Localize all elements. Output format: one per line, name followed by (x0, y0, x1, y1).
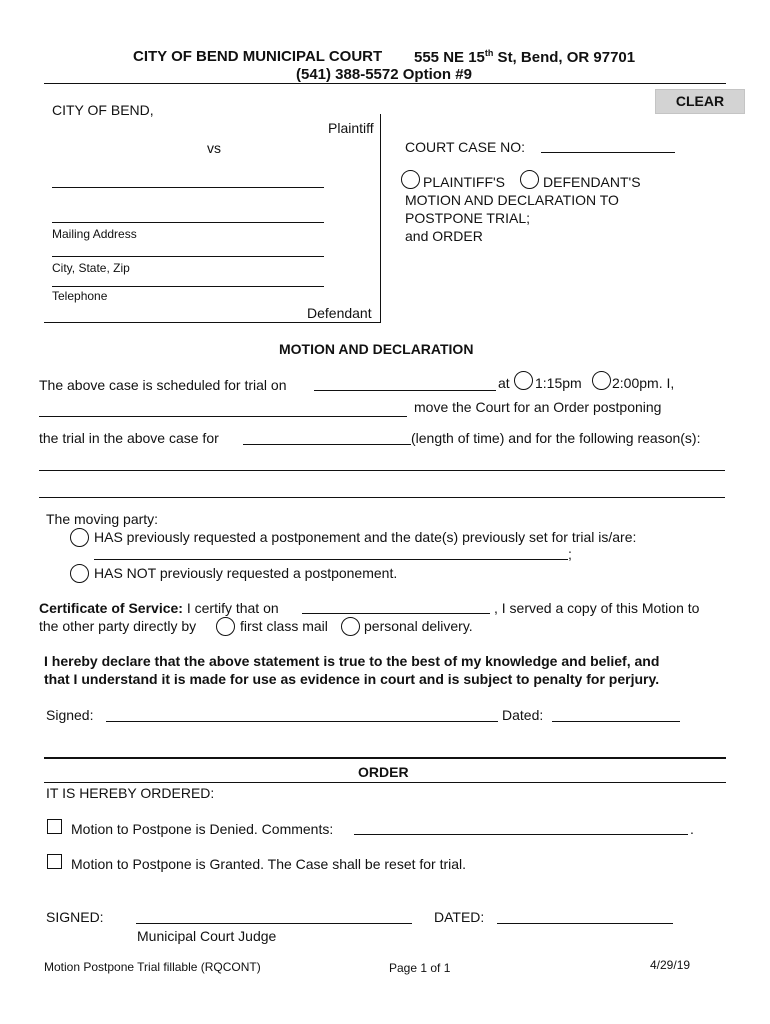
dated-label: Dated: (502, 707, 544, 723)
judge-signed-label: SIGNED: (46, 909, 104, 925)
vs-label: vs (207, 140, 221, 156)
comments-period: . (690, 821, 694, 837)
order-top-rule (44, 757, 726, 759)
scheduled-text: The above case is scheduled for trial on (39, 377, 287, 393)
order-heading: ORDER (358, 764, 409, 780)
telephone-label: Telephone (52, 289, 108, 303)
trial-for-text: the trial in the above case for (39, 430, 219, 446)
first-class-mail-radio[interactable] (216, 617, 235, 636)
caption-divider (380, 114, 381, 323)
length-of-time-field[interactable] (243, 444, 411, 445)
reasons-field-1[interactable] (39, 470, 725, 471)
defendants-label: DEFENDANT'S (543, 174, 641, 190)
page-number: Page 1 of 1 (389, 961, 451, 975)
comments-field[interactable] (354, 834, 688, 835)
plaintiff-label: Plaintiff (328, 120, 374, 136)
declaration-line1: I hereby declare that the above statement is true to the best of my knowledge and belief, and (44, 653, 660, 669)
time-200-label: 2:00pm. I, (612, 375, 675, 391)
motion-heading: MOTION AND DECLARATION (279, 341, 474, 357)
municipal-judge-label: Municipal Court Judge (137, 928, 277, 944)
plaintiffs-label: PLAINTIFF'S (423, 174, 506, 190)
signed-label: Signed: (46, 707, 94, 723)
length-reasons-text: (length of time) and for the following reason(s): (411, 430, 701, 446)
caption-bottom-rule (44, 322, 381, 323)
city-state-zip-field[interactable] (52, 256, 324, 257)
mailing-address-field[interactable] (52, 222, 324, 223)
service-date-field[interactable] (302, 613, 490, 614)
plaintiff-name: CITY OF BEND, (52, 102, 154, 118)
personal-delivery-label: personal delivery. (364, 618, 473, 634)
court-phone: (541) 388-5572 Option #9 (296, 66, 472, 83)
clear-button[interactable]: CLEAR (655, 89, 745, 114)
declaration-line2: that I understand it is made for use as evidence in court and is subject to penalty for perjury. (44, 671, 660, 687)
personal-delivery-radio[interactable] (341, 617, 360, 636)
certificate-served-text: , I served a copy of this Motion to (494, 600, 700, 616)
form-title-line4: and ORDER (405, 228, 483, 244)
granted-checkbox[interactable] (47, 854, 62, 869)
has-requested-label: HAS previously requested a postponement and the date(s) previously set for trial is/are: (94, 529, 637, 545)
time-115-radio[interactable] (514, 371, 533, 390)
first-class-mail-label: first class mail (240, 618, 328, 634)
defendant-label: Defendant (307, 305, 372, 321)
previous-dates-field[interactable] (94, 559, 568, 560)
hereby-ordered: IT IS HEREBY ORDERED: (46, 785, 215, 801)
judge-dated-label: DATED: (434, 909, 485, 925)
trial-date-field[interactable] (314, 390, 496, 391)
has-not-requested-radio[interactable] (70, 564, 89, 583)
plaintiffs-radio[interactable] (401, 170, 420, 189)
semicolon: ; (568, 546, 572, 562)
header-rule (44, 83, 726, 84)
case-no-field[interactable] (541, 152, 675, 153)
time-200-radio[interactable] (592, 371, 611, 390)
denied-checkbox[interactable] (47, 819, 62, 834)
form-title-line3: POSTPONE TRIAL; (405, 210, 530, 226)
revision-date: 4/29/19 (650, 958, 691, 972)
order-heading-rule (44, 782, 726, 783)
move-court-text: move the Court for an Order postponing (414, 399, 662, 415)
has-not-requested-label: HAS NOT previously requested a postponement. (94, 565, 398, 581)
mailing-address-label: Mailing Address (52, 227, 137, 241)
court-address: 555 NE 15th St, Bend, OR 97701 (414, 48, 636, 66)
judge-date-field[interactable] (497, 923, 673, 924)
has-requested-radio[interactable] (70, 528, 89, 547)
party-name-field[interactable] (39, 416, 407, 417)
signature-field[interactable] (106, 721, 498, 722)
reasons-field-2[interactable] (39, 497, 725, 498)
moving-party-label: The moving party: (46, 511, 159, 527)
form-name: Motion Postpone Trial fillable (RQCONT) (44, 960, 261, 974)
certificate-line1: Certificate of Service: I certify that on (39, 600, 279, 616)
defendants-radio[interactable] (520, 170, 539, 189)
judge-signature-field[interactable] (136, 923, 412, 924)
defendant-name-field[interactable] (52, 187, 324, 188)
denied-label: Motion to Postpone is Denied. Comments: (71, 821, 334, 837)
time-115-label: 1:15pm (535, 375, 582, 391)
certificate-line2: the other party directly by (39, 618, 197, 634)
case-no-label: COURT CASE NO: (405, 139, 526, 155)
form-title-line2: MOTION AND DECLARATION TO (405, 192, 619, 208)
signature-date-field[interactable] (552, 721, 680, 722)
city-state-zip-label: City, State, Zip (52, 261, 130, 275)
granted-label: Motion to Postpone is Granted. The Case shall be reset for trial. (71, 856, 467, 872)
court-name: CITY OF BEND MUNICIPAL COURT (133, 48, 383, 65)
at-label: at (498, 375, 510, 391)
telephone-field[interactable] (52, 286, 324, 287)
